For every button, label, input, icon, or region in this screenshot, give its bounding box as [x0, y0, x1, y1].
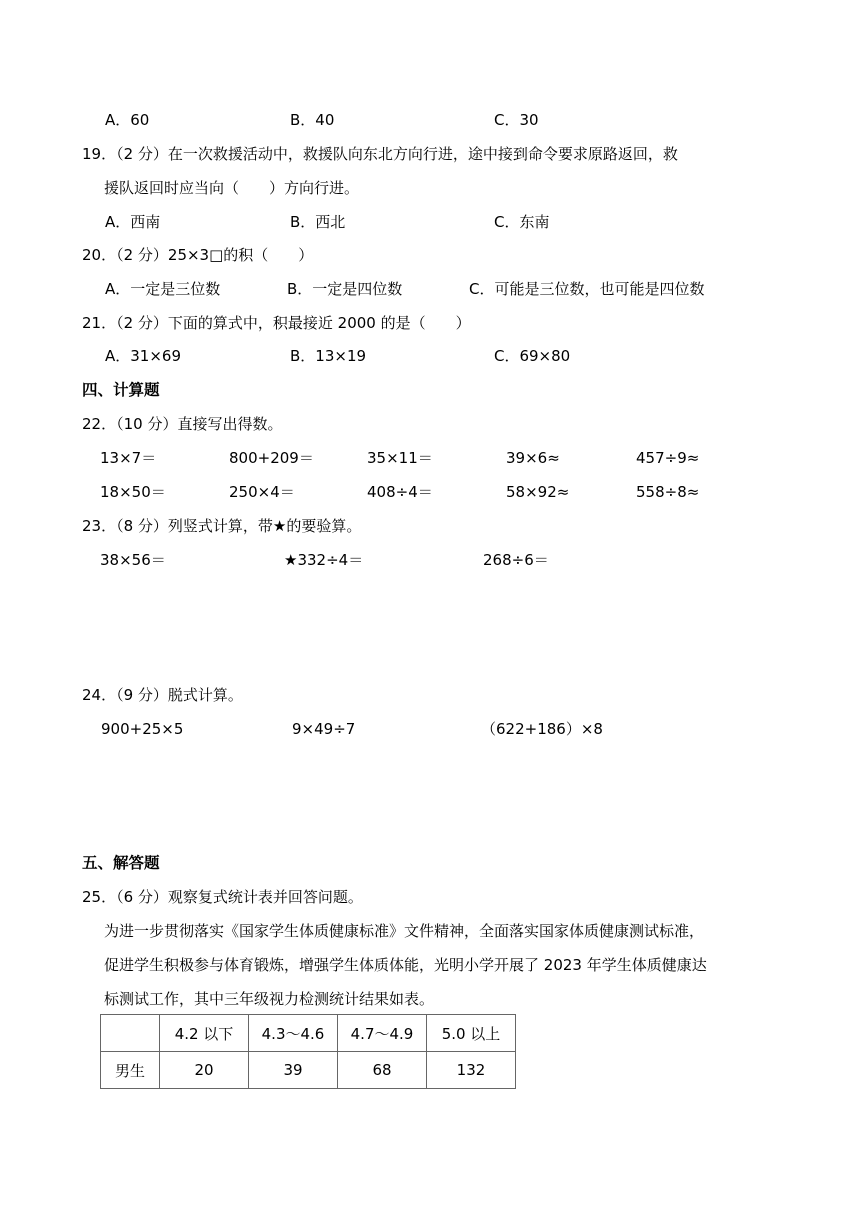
- q24-item-1: 900+25×5: [101, 720, 184, 738]
- q23-item-1: 38×56＝: [100, 551, 166, 569]
- q22-r2-c1: 18×50＝: [100, 483, 166, 501]
- table-header-cell: [101, 1015, 160, 1052]
- q20-option-b: B．一定是四位数: [287, 280, 403, 298]
- q22-r1-c4: 39×6≈: [506, 449, 560, 467]
- table-row: [101, 1052, 516, 1089]
- q18-option-b: B．40: [290, 111, 335, 129]
- q25-text: 25．（6 分）观察复式统计表并回答问题。: [82, 888, 363, 906]
- table-cell: 男生: [101, 1052, 160, 1089]
- table-cell: 68: [338, 1052, 427, 1089]
- q22-text: 22．（10 分）直接写出得数。: [82, 415, 283, 433]
- q18-option-c: C．30: [494, 111, 539, 129]
- table-header-cell: 4.3～4.6: [249, 1015, 338, 1052]
- q22-r1-c5: 457÷9≈: [636, 449, 700, 467]
- q22-r1-c1: 13×7＝: [100, 449, 157, 467]
- q23-text: 23．（8 分）列竖式计算，带★的要验算。: [82, 517, 362, 535]
- table-cell: 132: [427, 1052, 516, 1089]
- q19-line1: 19．（2 分）在一次救援活动中，救援队向东北方向行进，途中接到命令要求原路返回，救: [82, 145, 678, 163]
- q18-option-a: A．60: [105, 111, 150, 129]
- table-header-cell: 4.2 以下: [160, 1015, 249, 1052]
- q19-option-c: C．东南: [494, 213, 550, 231]
- q23-item-2: ★332÷4＝: [284, 551, 364, 569]
- q23-item-3: 268÷6＝: [483, 551, 549, 569]
- q20-option-c: C．可能是三位数，也可能是四位数: [469, 280, 705, 298]
- q22-r2-c3: 408÷4＝: [367, 483, 433, 501]
- q22-r2-c4: 58×92≈: [506, 483, 570, 501]
- q19-option-a: A．西南: [105, 213, 161, 231]
- q22-r1-c2: 800+209＝: [229, 449, 314, 467]
- q25-para-line3: 标测试工作，其中三年级视力检测统计结果如表。: [104, 990, 435, 1008]
- table-header-cell: 5.0 以上: [427, 1015, 516, 1052]
- table-header-cell: 4.7～4.9: [338, 1015, 427, 1052]
- q25-para-line1: 为进一步贯彻落实《国家学生体质健康标准》文件精神，全面落实国家体质健康测试标准，: [104, 922, 705, 940]
- q19-line2: 援队返回时应当向（ ）方向行进。: [104, 179, 360, 197]
- q22-r1-c3: 35×11＝: [367, 449, 433, 467]
- q24-item-2: 9×49÷7: [292, 720, 356, 738]
- q24-item-3: （622+186）×8: [481, 720, 603, 738]
- q21-option-c: C．69×80: [494, 347, 571, 365]
- q21-option-b: B．13×19: [290, 347, 367, 365]
- section5-title: 五、解答题: [82, 854, 160, 872]
- vision-stats-table: [100, 1014, 516, 1089]
- table-cell: 39: [249, 1052, 338, 1089]
- q22-r2-c2: 250×4＝: [229, 483, 295, 501]
- q24-text: 24．（9 分）脱式计算。: [82, 686, 243, 704]
- q22-r2-c5: 558÷8≈: [636, 483, 700, 501]
- q20-text: 20．（2 分）25×3□的积（ ）: [82, 246, 314, 264]
- table-cell: 20: [160, 1052, 249, 1089]
- q21-option-a: A．31×69: [105, 347, 182, 365]
- q25-para-line2: 促进学生积极参与体育锻炼，增强学生体质体能，光明小学开展了 2023 年学生体质健康达: [104, 956, 707, 974]
- table-header-row: [101, 1015, 516, 1052]
- q20-option-a: A．一定是三位数: [105, 280, 221, 298]
- q19-option-b: B．西北: [290, 213, 346, 231]
- q21-text: 21．（2 分）下面的算式中，积最接近 2000 的是（ ）: [82, 314, 471, 332]
- section4-title: 四、计算题: [82, 381, 160, 399]
